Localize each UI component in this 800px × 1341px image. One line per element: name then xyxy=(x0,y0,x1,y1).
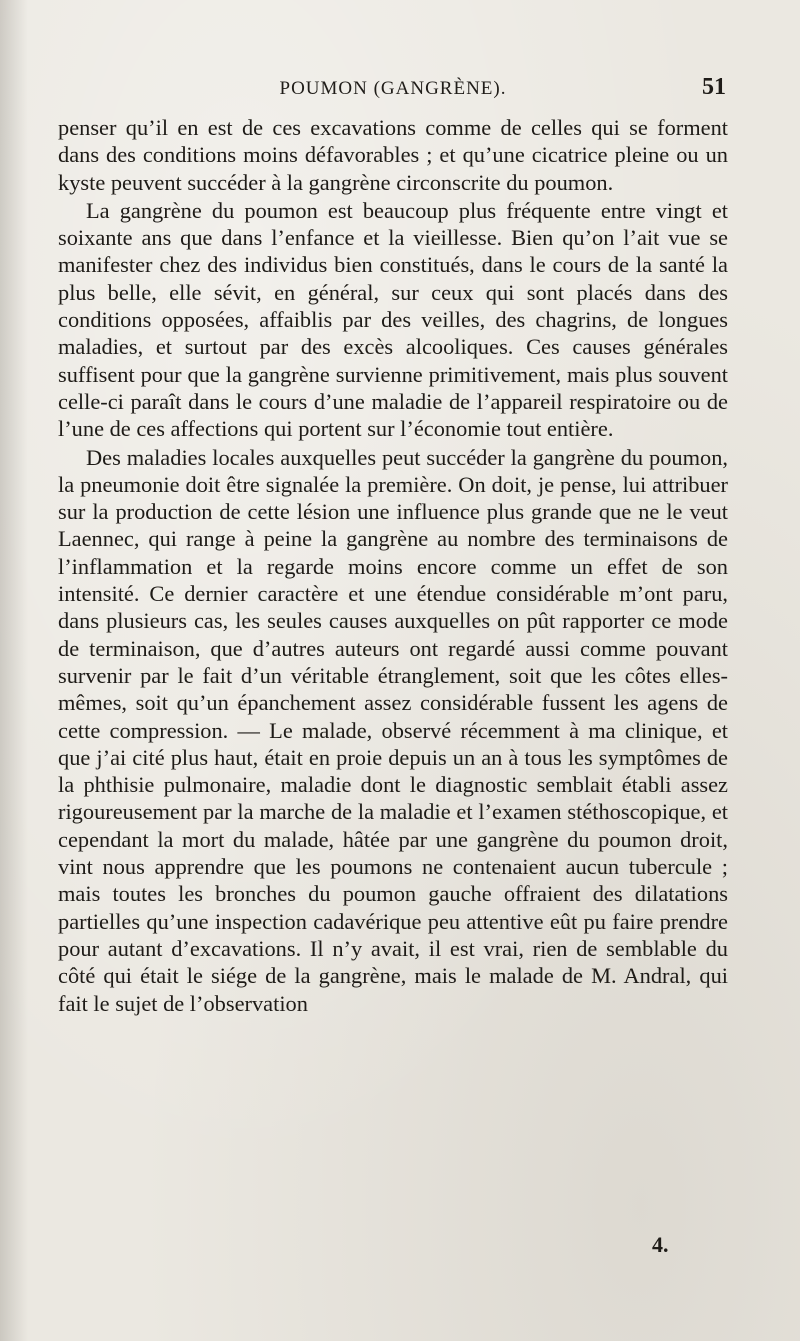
running-title: POUMON (GANGRÈNE). xyxy=(279,78,507,99)
paragraph-frequency: La gangrène du poumon est beaucoup plus fréquente entre vingt et soixante ans que dans l’enfance et la vieillesse. Bien qu’on l’ait vue se manifester chez des individus bien constitués, dans le cours de la santé la plus belle, elle sévit, en général, sur ceux qui sont placés dans des conditions opposées, affaiblis par des veilles, des chagrins, de longues maladies, et surtout par des excès alcooliques. Ces causes générales suffisent pour que la gangrène survienne primitivement, mais plus souvent celle-ci paraît dans le cours d’une maladie de l’appareil respiratoire ou de l’une de ces affections qui portent sur l’économie tout entière. xyxy=(58,197,728,442)
signature-mark: 4. xyxy=(652,1232,669,1257)
paragraph-continuation: penser qu’il en est de ces excavations comme de celles qui se forment dans des conditions moins défavorables ; et qu’une cicatrice pleine ou un kyste peuvent succéder à la gangrène circonscrite du poumon. xyxy=(58,115,728,195)
paragraph-local-diseases: Des maladies locales auxquelles peut succéder la gangrène du poumon, la pneumonie doit être signalée la première. On doit, je pense, lui attribuer sur la production de cette lésion une influence plus grande que ne le veut Laennec, qui range à peine la gangrène au nombre des terminaisons de l’inflammation et la regarde moins encore comme un effet de son intensité. Ce dernier caractère et une étendue considérable m’ont paru, dans plusieurs cas, les seules causes auxquelles on pût rapporter ce mode de terminaison, que d’autres auteurs ont regardé aussi comme pouvant survenir par le fait d’un véritable étranglement, soit que les côtes elles-mêmes, soit qu’un épanchement assez considérable fussent les agens de cette compression. — Le malade, observé récemment à ma clinique, et que j’ai cité plus haut, était en proie depuis un an à tous les symptômes de la phthisie pulmonaire, maladie dont le diagnostic semblait établi assez rigoureusement par la marche de la maladie et l’examen stéthoscopique, et cependant la mort du malade, hâtée par une gangrène du poumon droit, vint nous apprendre que les poumons ne contenaient aucun tubercule ; mais toutes les bronches du poumon gauche offraient des dilatations partielles qu’une inspection cadavérique peu attentive eût pu faire prendre pour autant d’excavations. Il n’y avait, il est vrai, rien de semblable du côté qui était le siége de la gangrène, mais le malade de M. Andral, qui fait le sujet de l’observation xyxy=(58,444,728,1016)
page-number: 51 xyxy=(702,74,726,100)
page-header xyxy=(58,74,728,106)
body-text xyxy=(58,114,728,1018)
